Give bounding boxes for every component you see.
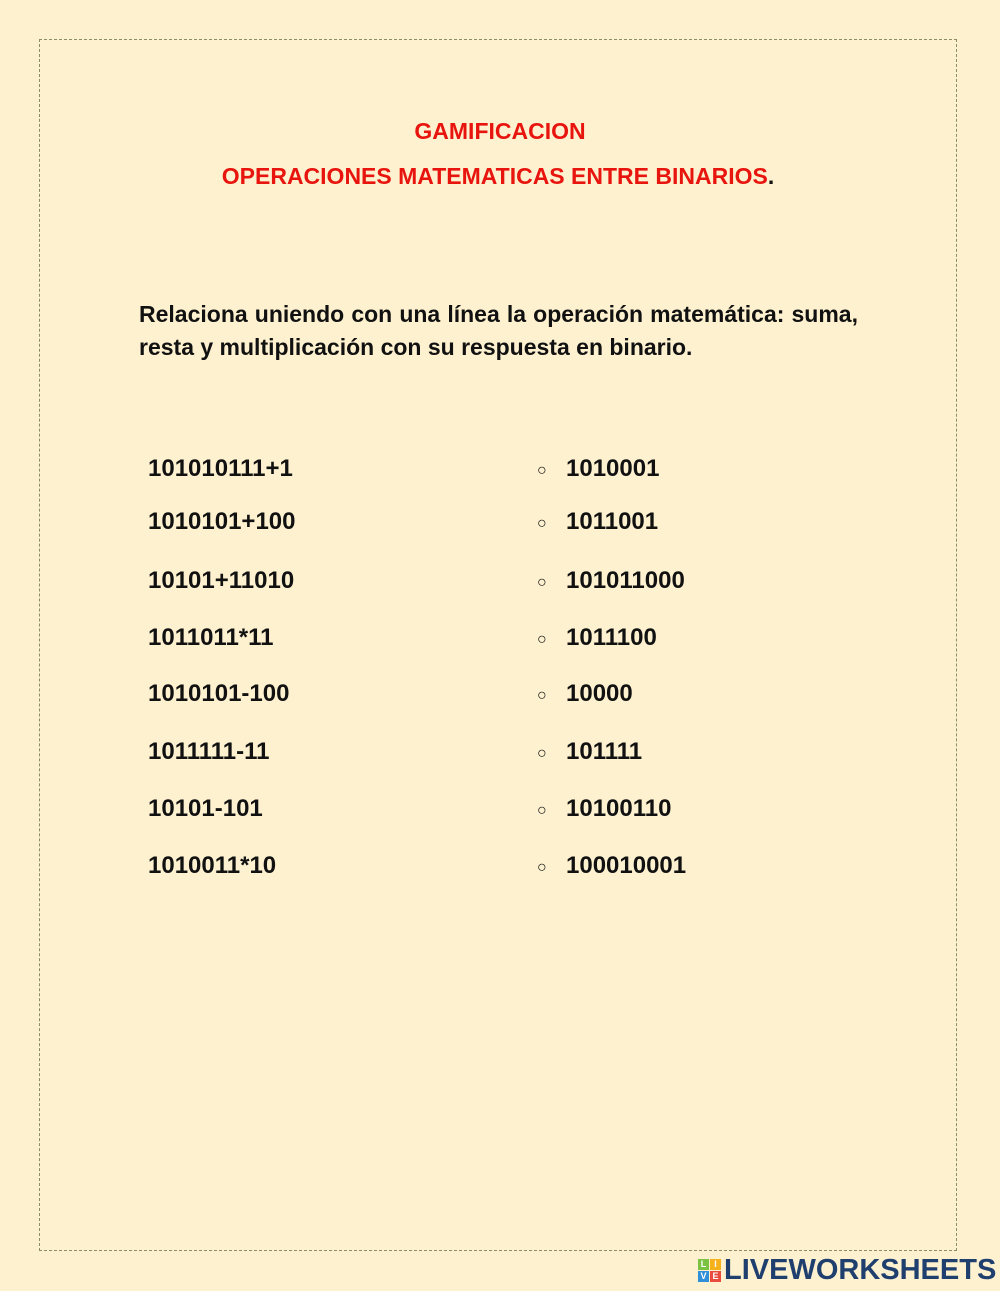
operation-item[interactable]: 1010011*10 [148, 852, 277, 879]
match-row [0, 567, 1000, 597]
instructions-text: Relaciona uniendo con una línea la operación matemática: suma, resta y multiplicación con su respuesta en binario. [139, 301, 858, 360]
worksheet-subtitle [0, 163, 998, 190]
answer-item[interactable]: 1011100 [566, 624, 657, 651]
logo-letter: I [710, 1259, 721, 1270]
logo-text: LIVEWORKSHEETS [724, 1253, 997, 1286]
answer-item[interactable]: 1010001 [566, 455, 660, 482]
match-row [0, 795, 1000, 825]
answer-item[interactable]: 101111 [566, 738, 643, 765]
operation-item[interactable]: 1010101-100 [148, 680, 290, 707]
operation-item[interactable]: 10101-101 [148, 795, 263, 822]
answer-item[interactable]: 1011001 [566, 508, 659, 535]
circle-bullet-icon: ○ [537, 802, 547, 819]
logo-letter: V [698, 1271, 709, 1282]
answer-item[interactable]: 101011000 [566, 567, 685, 594]
live-logo-icon [698, 1259, 721, 1282]
circle-bullet-icon: ○ [537, 687, 547, 704]
operation-item[interactable]: 101010111+1 [148, 455, 293, 482]
subtitle-text: OPERACIONES MATEMATICAS ENTRE BINARIOS [221, 163, 768, 189]
answer-item[interactable]: 100010001 [566, 852, 687, 879]
operation-item[interactable]: 1011111-11 [148, 738, 270, 765]
circle-bullet-icon: ○ [537, 631, 547, 648]
worksheet-title: GAMIFICACION [414, 118, 586, 144]
match-row [0, 852, 1000, 882]
logo-letter: L [698, 1259, 709, 1270]
match-row [0, 738, 1000, 768]
match-row [0, 680, 1000, 710]
logo-letter: E [710, 1271, 721, 1282]
circle-bullet-icon: ○ [537, 515, 547, 532]
match-row [0, 624, 1000, 654]
circle-bullet-icon: ○ [537, 574, 547, 591]
subtitle-period: . [767, 163, 775, 189]
answer-item[interactable]: 10100110 [566, 795, 672, 822]
match-row [0, 455, 1000, 485]
operation-item[interactable]: 10101+11010 [148, 567, 295, 594]
liveworksheets-logo [698, 1255, 996, 1285]
circle-bullet-icon: ○ [537, 745, 547, 762]
match-row [0, 508, 1000, 538]
operation-item[interactable]: 1011011*11 [148, 624, 274, 651]
circle-bullet-icon: ○ [537, 462, 547, 479]
answer-item[interactable]: 10000 [566, 680, 633, 707]
circle-bullet-icon: ○ [537, 859, 547, 876]
operation-item[interactable]: 1010101+100 [148, 508, 296, 535]
